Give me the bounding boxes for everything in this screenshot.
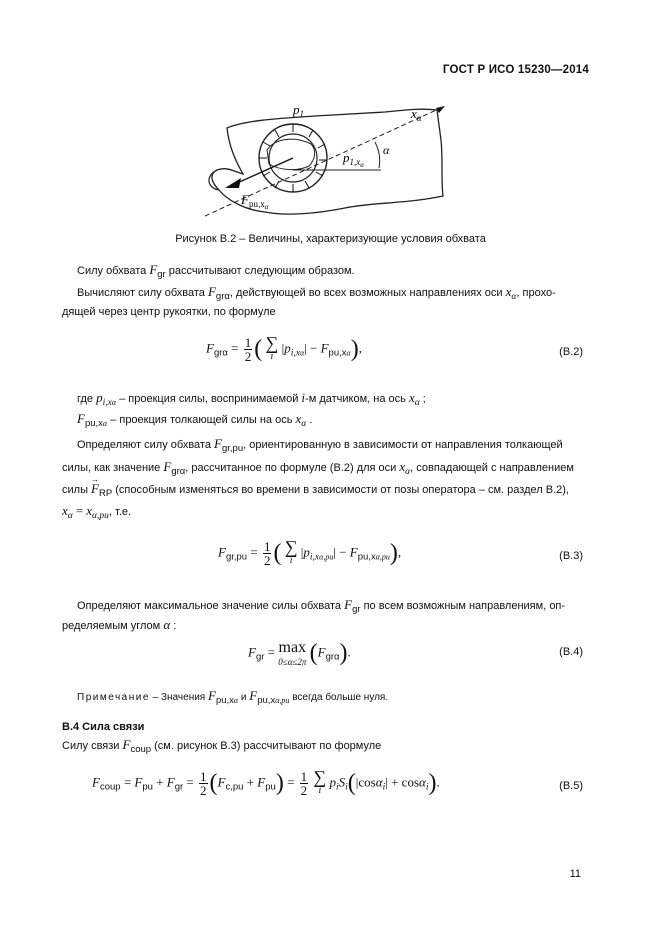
paragraph-3-line4: xα = xα,pu, т.е. bbox=[62, 503, 132, 521]
equation-b5: $F_{coup} = F_{pu} + F_{gr}$ = $\frac{1}{2}$ $(F_{c,pu} + F_{pu})$ = $\frac{1}{2}$ ∑ i $p_iS_i(|\cos\alpha_i| + \cos\alpha_i)$. bbox=[92, 766, 440, 798]
paragraph-1: Силу обхвата Fgr рассчитывают следующим образом. bbox=[77, 262, 355, 280]
paragraph-4-line2: ределяемым углом α : bbox=[62, 617, 177, 632]
paragraph-2-line1: Вычисляют силу обхвата Fgrα, действующей во всех возможных направлениях оси xα, прохо- bbox=[77, 284, 556, 302]
label-alpha: α bbox=[383, 143, 390, 157]
push-force-arrowhead bbox=[225, 178, 241, 188]
hand-grip-diagram bbox=[205, 100, 465, 222]
paragraph-3-line2: силы, как значение Fgrα, рассчитанное по формуле (В.2) для оси xα, совпадающей с направлением bbox=[62, 459, 574, 477]
paragraph-4-line1: Определяют максимальное значение силы обхвата Fgr по всем возможным направлениям, оп- bbox=[77, 597, 566, 615]
label-x-alpha: $x_\alpha$ bbox=[411, 106, 422, 123]
section-heading: В.4 Сила связи bbox=[62, 721, 145, 733]
label-p1x: $p_{1,x}\alpha$ bbox=[343, 150, 364, 169]
equation-b5-number: (В.5) bbox=[559, 780, 583, 792]
paragraph-5: Силу связи Fcoup (см. рисунок В.3) рассчитывают по формуле bbox=[62, 737, 382, 755]
paragraph-3-line3: силы → FRP (способным изменяться во времени в зависимости от позы оператора – см. раздел В.2), bbox=[62, 481, 582, 501]
figure-b2 bbox=[205, 100, 465, 227]
equation-b2: $F_{gr\alpha}$ = $\frac{1}{2}$ ( ∑ i $|p_{i,x\alpha}| - F_{pu,x\alpha}$), bbox=[206, 332, 362, 364]
note: Примечание – Значения $Fpu,x_\alpha$ и $Fpu,x_{\alpha,pu}$ всегда больше нуля. bbox=[77, 688, 389, 706]
page-number: 11 bbox=[569, 868, 581, 880]
standard-designation: ГОСТ Р ИСО 15230—2014 bbox=[442, 64, 589, 76]
angle-arc bbox=[375, 142, 380, 168]
where-line-2: $Fpu,x_\alpha$ – проекция толкающей силы на ось xα . bbox=[77, 411, 313, 429]
where-line-1: где $pi,x_\alpha$ – проекция силы, воспринимаемой i-м датчиком, на ось xα ; bbox=[77, 390, 426, 408]
paragraph-2-line2: дящей через центр рукоятки, по формуле bbox=[62, 306, 276, 318]
equation-b3-number: (В.3) bbox=[559, 550, 583, 562]
finger-contour bbox=[267, 139, 315, 169]
equation-b2-number: (В.2) bbox=[559, 346, 583, 358]
label-f-pu: $F_{pu,x}\alpha$ bbox=[241, 192, 269, 211]
equation-b3: $F_{gr,pu}$ = $\frac{1}{2}$ ( ∑ i $|p_{i,x\alpha,pu}| - F_{pu,x\alpha,pu}$), bbox=[218, 536, 402, 568]
label-p1: $p_1$ bbox=[293, 102, 304, 119]
figure-caption: Рисунок В.2 – Величины, характеризующие условия обхвата bbox=[175, 233, 486, 245]
equation-b4: $F_{gr}$ = max 0≤α≤2π $(F_{gr\alpha})$. bbox=[248, 639, 351, 667]
paragraph-3-line1: Определяют силу обхвата Fgr,pu, ориентированную в зависимости от направления толкающей bbox=[77, 436, 563, 454]
equation-b4-number: (В.4) bbox=[559, 646, 583, 658]
